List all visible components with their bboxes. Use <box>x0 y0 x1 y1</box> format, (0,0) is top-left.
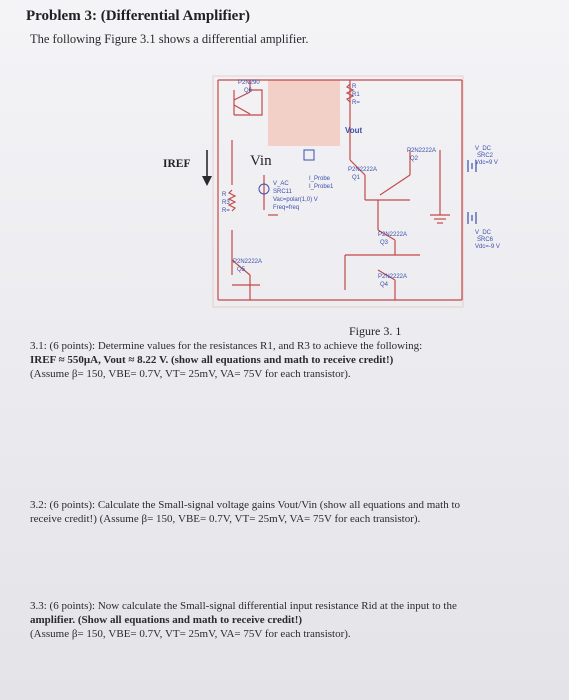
problem-intro: The following Figure 3.1 shows a differential amplifier. <box>30 32 309 46</box>
r1-label-c: R= <box>352 100 360 106</box>
q1-part-label: P2N2222A <box>348 167 378 173</box>
q31-line-2: IREF ≈ 550μA, Vout ≈ 8.22 V. (show all equations and math to receive credit!) <box>30 354 394 366</box>
src-label-d: Freq=freq <box>273 205 300 211</box>
r3-label-b: R3 <box>222 200 230 206</box>
q6-name-label: Q6 <box>244 88 253 94</box>
problem-title: Problem 3: (Differential Amplifier) <box>26 8 250 24</box>
q33-line-3: (Assume β= 150, VBE= 0.7V, VT= 25mV, VA= 75V for each transistor). <box>30 628 351 640</box>
figure-caption: Figure 3. 1 <box>349 324 402 338</box>
q3-name-label: Q3 <box>380 240 389 246</box>
iref-label: IREF <box>163 158 191 170</box>
q31-line-3: (Assume β= 150, VBE= 0.7V, VT= 25mV, VA= 75V for each transistor). <box>30 368 351 380</box>
vout-label: Vout <box>345 126 363 135</box>
q6-part-label: P2N290 <box>238 80 260 86</box>
q33-line-1: 3.3: (6 points): Now calculate the Small-signal differential input resistance Rid at the input to the <box>30 600 457 612</box>
q4-part-label: P2N2222A <box>378 274 408 280</box>
vdc2-label-c: Vdc=9 V <box>475 160 498 166</box>
vdc6-label-a: V_DC <box>475 230 492 236</box>
q4-name-label: Q4 <box>380 282 389 288</box>
vdc6-label-c: Vdc=-9 V <box>475 244 500 250</box>
q3-part-label: P2N2222A <box>378 232 408 238</box>
q32-line-1: 3.2: (6 points): Calculate the Small-signal voltage gains Vout/Vin (show all equations and math to <box>30 499 461 511</box>
q31-line-1: 3.1: (6 points): Determine values for the resistances R1, and R3 to achieve the following: <box>30 340 423 352</box>
vin-label: Vin <box>250 153 272 169</box>
src-label-a: V_AC <box>273 181 289 187</box>
vdc2-label-b: SRC2 <box>477 153 494 159</box>
dc-source-symbols <box>468 160 476 224</box>
src-label-c: Vac=polar(1,0) V <box>273 197 318 203</box>
vdc2-label-a: V_DC <box>475 146 492 152</box>
probe-label-a: I_Probe <box>309 176 331 182</box>
vdc6-label-b: SRC6 <box>477 237 494 243</box>
q32-line-2: receive credit!) (Assume β= 150, VBE= 0.7V, VT= 25mV, VA= 75V for each transistor). <box>30 513 421 525</box>
q33-line-2: amplifier. (Show all equations and math to receive credit!) <box>30 614 303 626</box>
probe-label-b: I_Probe1 <box>309 184 334 190</box>
q1-name-label: Q1 <box>352 175 361 181</box>
r3-label-a: R <box>222 192 227 198</box>
q5-name-label: Q5 <box>237 267 246 273</box>
src-label-b: SRC11 <box>273 189 292 195</box>
iref-arrow-icon <box>202 150 212 186</box>
q2-part-label: P2N2222A <box>407 148 437 154</box>
r1-label-a: R <box>352 84 357 90</box>
highlight-box <box>268 80 340 146</box>
q2-name-label: Q2 <box>410 156 419 162</box>
r1-label-b: R1 <box>352 92 360 98</box>
r3-resistor <box>229 190 235 211</box>
q5-part-label: P2N2222A <box>233 259 263 265</box>
probe-symbol <box>304 150 314 160</box>
r3-label-c: R= <box>222 208 230 214</box>
